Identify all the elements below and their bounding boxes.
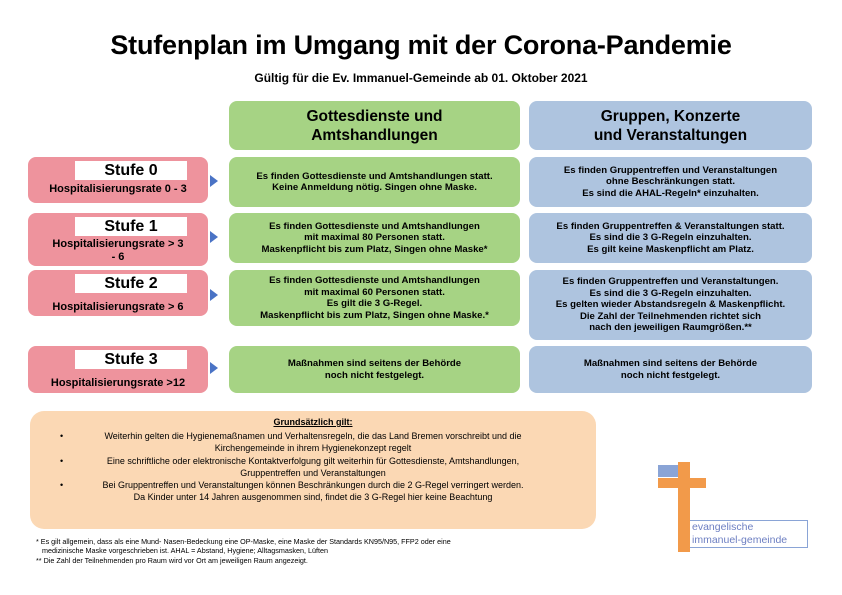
general-rules-box [30,411,596,529]
stufe-2-rate: Hospitalisierungsrate > 6 [52,301,184,313]
stufe-0-gottesdienste [229,157,520,207]
stufe-2-box [28,270,208,316]
stufe-3-gruppen-text: Maßnahmen sind seitens der Behörde noch nicht festgelegt. [583,358,758,381]
arrow-stufe-2 [210,289,218,301]
arrow-stufe-3 [210,362,218,374]
stufe-3-label: Stufe 3 [75,350,187,369]
stufe-0-gruppen [529,157,812,207]
rule-3-line-1: • Bei Gruppentreffen und Veranstaltungen können Beschränkungen durch die 2 G-Regel verringert werden. [30,479,596,491]
rule-2-line-2: Gruppentreffen und Veranstaltungen [240,467,386,478]
stufe-1-gruppen [529,213,812,263]
stufe-3-gottesdienste-text: Maßnahmen sind seitens der Behörde noch nicht festgelegt. [287,358,462,381]
stufe-1-rate: Hospitalisierungsrate > 3 - 6 [52,238,184,263]
stufe-3-rate: Hospitalisierungsrate >12 [50,377,186,389]
footnote-1: * Es gilt allgemein, dass als eine Mund- Nasen-Bedeckung eine OP-Maske, eine Maske der Standards KN95/N95, FFP2 oder eine [36,537,451,546]
stufe-1-gottesdienste [229,213,520,263]
logo-cross-bar [658,478,706,488]
stufe-1-gottesdienste-text: Es finden Gottesdienste und Amtshandlungen mit maximal 80 Personen statt. Maskenpflicht bis zum Platz, Singen ohne Maske* [261,220,488,255]
stufe-3-gruppen [529,346,812,393]
page-title: Stufenplan im Umgang mit der Corona-Pandemie [110,30,732,60]
stufe-1-box [28,213,208,266]
stufe-2-label: Stufe 2 [75,274,187,293]
general-rules-title: Grundsätzlich gilt: [273,417,353,427]
column-header-gottesdienste: Gottesdienste und Amtshandlungen [229,101,520,150]
stufe-2-gottesdienste [229,270,520,326]
column-header-gruppen: Gruppen, Konzerte und Veranstaltungen [529,101,812,150]
stufe-3-box [28,346,208,393]
rule-1-line-2: Kirchengemeinde in ihrem Hygienekonzept regelt [214,443,412,454]
stufe-2-gruppen [529,270,812,340]
stufe-0-gruppen-text: Es finden Gruppentreffen und Veranstaltungen ohne Beschränkungen statt. Es sind die AHAL-Regeln* einzuhalten. [563,164,778,199]
rule-2-line-1: • Eine schriftliche oder elektronische Kontaktverfolgung gilt weiterhin für Gottesdienste, Amtshandlungen, [30,455,596,467]
stufe-0-gottesdienste-text: Es finden Gottesdienste und Amtshandlungen statt. Keine Anmeldung nötig. Singen ohne Maske. [256,170,493,193]
arrow-stufe-1 [210,231,218,243]
logo-text-line-2: immanuel-gemeinde [692,534,788,546]
stufe-1-label: Stufe 1 [75,217,187,236]
logo-cross-icon [678,462,690,552]
logo-text-line-1: evangelische [692,521,754,533]
footnote-1-cont: medizinische Maske vorgeschrieben ist. AHAL = Abstand, Hygiene; Alltagsmasken, Lüften [36,546,328,555]
church-logo [658,462,808,552]
stufe-2-gottesdienste-text: Es finden Gottesdienste und Amtshandlungen mit maximal 60 Personen statt. Es gilt die 3 G-Regel. Maskenpflicht bis zum Platz, Singen ohne Maske.* [260,275,489,321]
footnote-2: ** Die Zahl der Teilnehmenden pro Raum wird vor Ort am jeweiligen Raum angezeigt. [36,556,308,565]
logo-blue-square-icon [658,465,678,477]
stufe-3-gottesdienste [229,346,520,393]
stufe-2-gruppen-text: Es finden Gruppentreffen und Veranstaltungen. Es sind die 3 G-Regeln einzuhalten. Es gelten wieder Abstandsregeln & Maskenpflicht. Die Zahl der Teilnehmenden richtet sich nach den jeweiligen Raumgrößen.** [555,276,786,334]
stufe-0-box [28,157,208,203]
stufe-1-gruppen-text: Es finden Gruppentreffen & Veranstaltungen statt. Es sind die 3 G-Regeln einzuhalten. Es gilt keine Maskenpflicht am Platz. [556,220,785,255]
stufe-0-rate: Hospitalisierungsrate 0 - 3 [49,183,187,195]
rule-3-line-2: Da Kinder unter 14 Jahren ausgenommen sind, findet die 3 G-Regel hier keine Beachtung [133,492,493,503]
stufe-0-label: Stufe 0 [75,161,187,180]
page-subtitle: Gültig für die Ev. Immanuel-Gemeinde ab 01. Oktober 2021 [254,71,588,85]
rule-1-line-1: • Weiterhin gelten die Hygienemaßnamen und Verhaltensregeln, die das Land Bremen vorschreibt und die [30,430,596,442]
arrow-stufe-0 [210,175,218,187]
